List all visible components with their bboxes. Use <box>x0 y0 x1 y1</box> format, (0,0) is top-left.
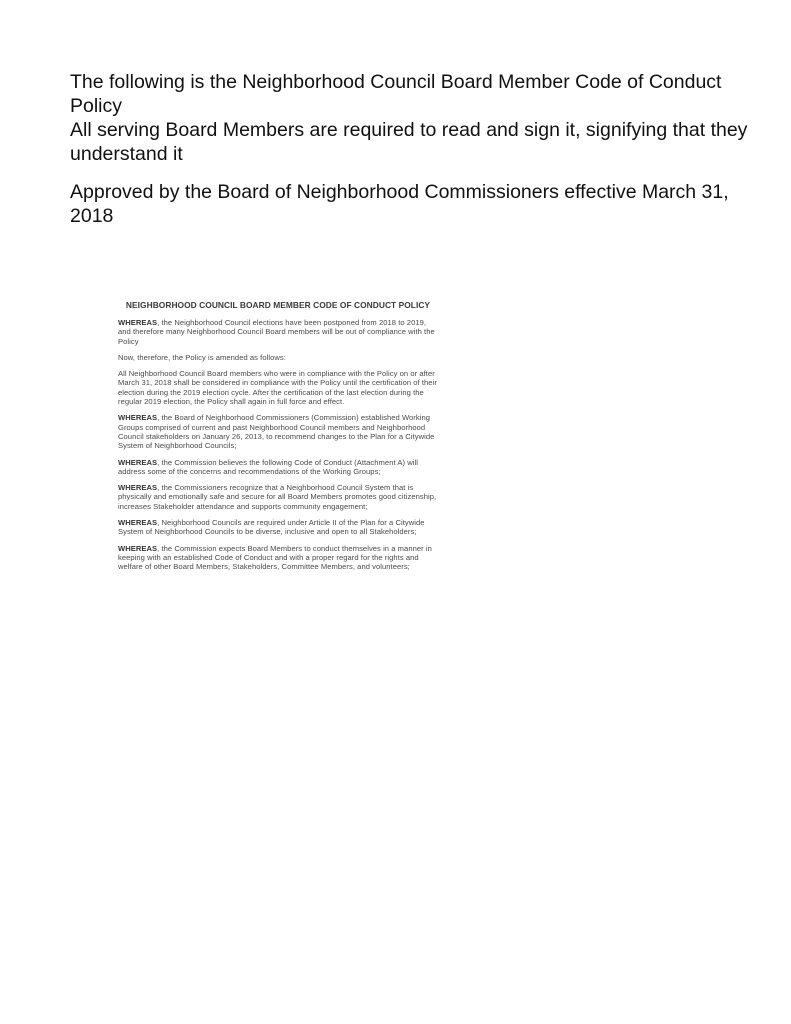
scanned-paragraph <box>118 544 438 572</box>
intro-line-sign-requirement: All serving Board Members are required to read and sign it, signifying that they understand it <box>70 119 748 165</box>
paragraph-text: , the Commissioners recognize that a Neighborhood Council System that is physically and emotionally safe and secure for all Board Members promotes good citizenship, increases Stakeholder attendance and supports community engagement; <box>118 483 437 511</box>
scanned-document-title: NEIGHBORHOOD COUNCIL BOARD MEMBER CODE OF CONDUCT POLICY <box>125 300 431 310</box>
paragraph-lead: WHEREAS <box>118 483 158 493</box>
paragraph-text: , the Neighborhood Council elections have been postponed from 2018 to 2019, and therefore many Neighborhood Council Board members will be out of compliance with the Policy <box>118 318 435 346</box>
intro-text-block <box>70 70 750 228</box>
paragraph-lead: WHEREAS <box>118 318 158 327</box>
paragraph-text: , Neighborhood Councils are required under Article II of the Plan for a Citywide System of Neighborhood Councils to be diverse, inclusive and open to all Stakeholders; <box>118 518 425 537</box>
paragraph-text: , the Commission expects Board Members to conduct themselves in a manner in keeping with an established Code of Conduct and with a proper regard for the rights and welfare of other Board Members, Stakeholders, Committee Members, and volunteers; <box>118 543 432 572</box>
paragraph-text: Now, therefore, the Policy is amended as follows: <box>118 352 286 362</box>
paragraph-lead: WHEREAS <box>118 543 158 553</box>
intro-line-policy-title: The following is the Neighborhood Council Board Member Code of Conduct Policy <box>70 71 722 117</box>
paragraph-lead: WHEREAS <box>118 413 158 423</box>
intro-line-approval: Approved by the Board of Neighborhood Commissioners effective March 31, 2018 <box>70 181 729 227</box>
scanned-paragraph <box>118 458 438 477</box>
paragraph-text: , the Board of Neighborhood Commissioners (Commission) established Working Groups comprised of current and past Neighborhood Council members and Neighborhood Council stakeholders on January 26, 2013, to recommend changes to the Plan for a Citywide System of Neighborhood Councils; <box>118 413 435 451</box>
scanned-paragraph <box>118 413 438 450</box>
paragraph-lead: WHEREAS <box>118 518 158 528</box>
paragraph-lead: WHEREAS <box>118 457 158 467</box>
scanned-document-image <box>118 300 438 579</box>
scanned-paragraph <box>118 353 438 362</box>
scanned-paragraph <box>118 318 438 346</box>
paragraph-text: , the Commission believes the following Code of Conduct (Attachment A) will address some of the concerns and recommendations of the Working Groups; <box>118 457 418 476</box>
scanned-paragraph <box>118 483 438 511</box>
scanned-paragraph <box>118 518 438 537</box>
paragraph-text: All Neighborhood Council Board members who were in compliance with the Policy on or after March 31, 2018 shall be considered in compliance with the Policy until the certification of their election during the 2019 election cycle. After the certification of the last election during the regular 2019 election, the Policy shall again in full force and effect. <box>118 369 437 407</box>
scanned-paragraph <box>118 369 438 406</box>
